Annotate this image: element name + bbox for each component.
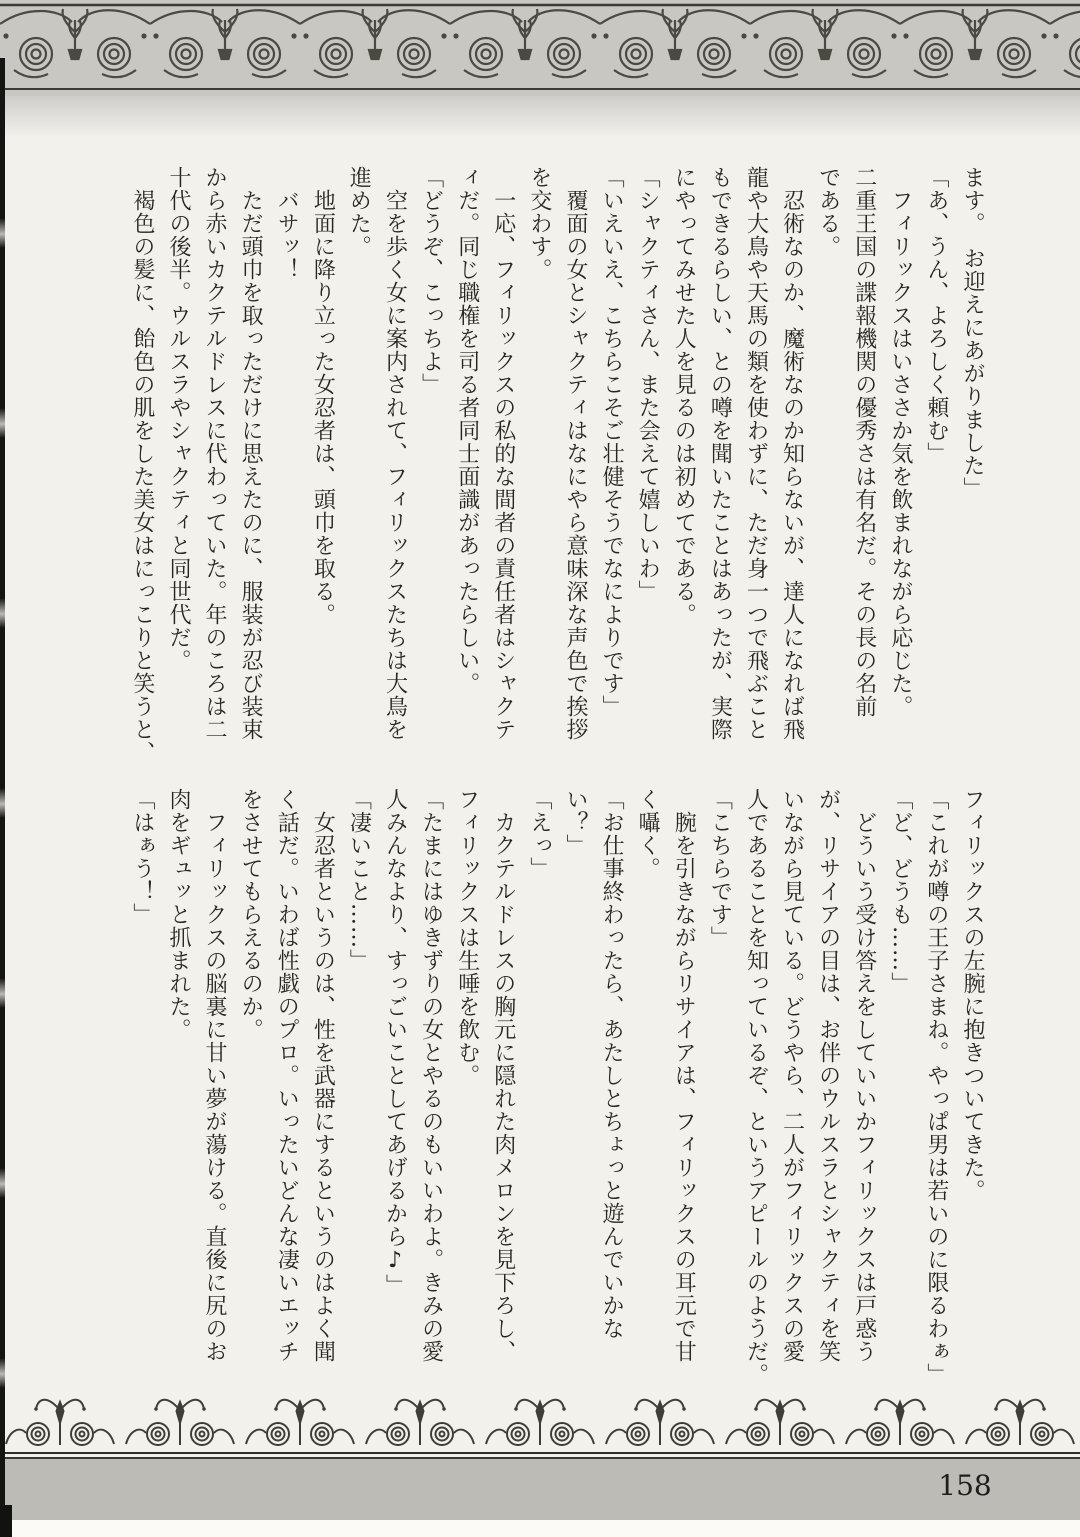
text-column: フィリックスはいささか気を飲まれながら応じた。 [887, 166, 913, 718]
text-column: 「こちらです」 [707, 788, 733, 949]
anthemion-row-icon [0, 1392, 1080, 1452]
text-column: ただ頭巾を取っただけに思えたのに、服装が忍び装束 [238, 166, 264, 741]
text-column: 十代の後半。ウルスラやシャクティと同世代だ。 [165, 166, 191, 672]
text-column: をさせてもらえるのか。 [238, 788, 264, 1041]
text-column: が、リサイアの目は、お伴のウルスラとシャクティを笑 [815, 788, 841, 1363]
text-column: フィリックスの左腕に抱きついてきた。 [960, 788, 985, 1202]
text-column: フィリックスの脳裏に甘い夢が蕩ける。直後に尻のお [202, 788, 228, 1363]
text-column: 肉をギュッと抓まれた。 [165, 788, 191, 1041]
text-column: 「はぁう！」 [129, 788, 155, 926]
text-column: 「たまにはゆきずりの女とやるのもいいわよ。きみの愛 [418, 788, 444, 1363]
text-block-bottom [122, 788, 990, 1396]
text-column: いながら見ている。どうやら、二人がフィリックスの愛 [779, 788, 805, 1363]
text-block-top [122, 166, 990, 774]
text-column: にやってみせた人を見るのは初めてである。 [671, 166, 697, 626]
text-column: 腕を引きながらリサイアは、フィリックスの耳元で甘 [671, 788, 697, 1363]
text-column: 二重王国の諜報機関の優秀さは有名だ。その長の名前 [851, 166, 877, 718]
text-column: どういう受け答えをしていいかフィリックスは戸惑う [851, 788, 877, 1363]
text-column: く囁く。 [635, 788, 661, 880]
text-column: 忍術なのか、魔術なのか知らないが、達人になれば飛 [779, 166, 805, 741]
text-column: である。 [815, 166, 841, 258]
text-column: 女忍者というのは、性を武器にするというのはよく聞 [310, 788, 336, 1363]
text-column: フィリックスは生唾を飲む。 [454, 788, 480, 1087]
footer-band [0, 1459, 1080, 1520]
text-column: 「どうぞ、こっちよ」 [418, 166, 444, 396]
text-column: 「お仕事終わったら、あたしとちょっと遊んでいかな [599, 788, 625, 1340]
text-column: 「いえいえ、こちらこそご壮健そうでなによりです」 [599, 166, 625, 718]
border-shadow [0, 96, 1080, 138]
text-column: バサッ！ [274, 166, 300, 281]
scan-edge-artifact [0, 58, 5, 1537]
text-column: 「凄いこと……」 [346, 788, 372, 972]
text-column: ィだ。同じ職権を司る者同士面識があったらしい。 [454, 166, 480, 695]
text-column: ます。 お迎えにあがりました」 [960, 166, 985, 500]
text-column: 空を歩く女に案内されて、フィリックスたちは大鳥を [382, 166, 408, 741]
text-column: 覆面の女とシャクティはなにやら意味深な声色で挨拶 [562, 166, 588, 741]
page-number: 158 [938, 1469, 992, 1502]
text-column: から赤いカクテルドレスに代わっていた。年のころは二 [202, 166, 228, 741]
text-column: 「あ、うん、よろしく頼む」 [923, 166, 949, 465]
text-column: 一応、フィリックスの私的な間者の責任者はシャクテ [490, 166, 516, 741]
text-column: 「えっ」 [526, 788, 552, 880]
scan-corner-artifact [0, 1505, 12, 1537]
text-column: 「ど、どうも……」 [887, 788, 913, 995]
text-column: 人であることを知っているぞ、というアピールのようだ。 [743, 788, 769, 1386]
text-column: い？」 [562, 788, 588, 857]
text-column: 進めた。 [346, 166, 372, 258]
text-column: 人みんなより、すっごいことしてあげるから♪」 [382, 788, 408, 1297]
text-column: 「これが噂の王子さまね。やっぱ男は若いのに限るわぁ」 [923, 788, 949, 1386]
text-column: 地面に降り立った女忍者は、頭巾を取る。 [310, 166, 336, 626]
text-column: 褐色の髪に、飴色の肌をした美女はにっこりと笑うと、 [129, 166, 155, 764]
text-column: を交わす。 [526, 166, 552, 281]
text-column: 龍や大鳥や天馬の類を使わずに、ただ身一つで飛ぶこと [743, 166, 769, 741]
text-column: 「シャクティさん、また会えて嬉しいわ」 [635, 166, 661, 603]
text-column: カクテルドレスの胸元に隠れた肉メロンを見下ろし、 [490, 788, 516, 1363]
scrollwork-frieze-icon [0, 0, 1080, 96]
bottom-rule-upper [0, 1452, 1080, 1454]
footer-margin [0, 1520, 1080, 1537]
text-column: く話だ。いわば性戯のプロ。いったいどんな凄いエッチ [274, 788, 300, 1363]
text-column: もできるらしい、との噂を聞いたことはあったが、実際 [707, 166, 733, 741]
